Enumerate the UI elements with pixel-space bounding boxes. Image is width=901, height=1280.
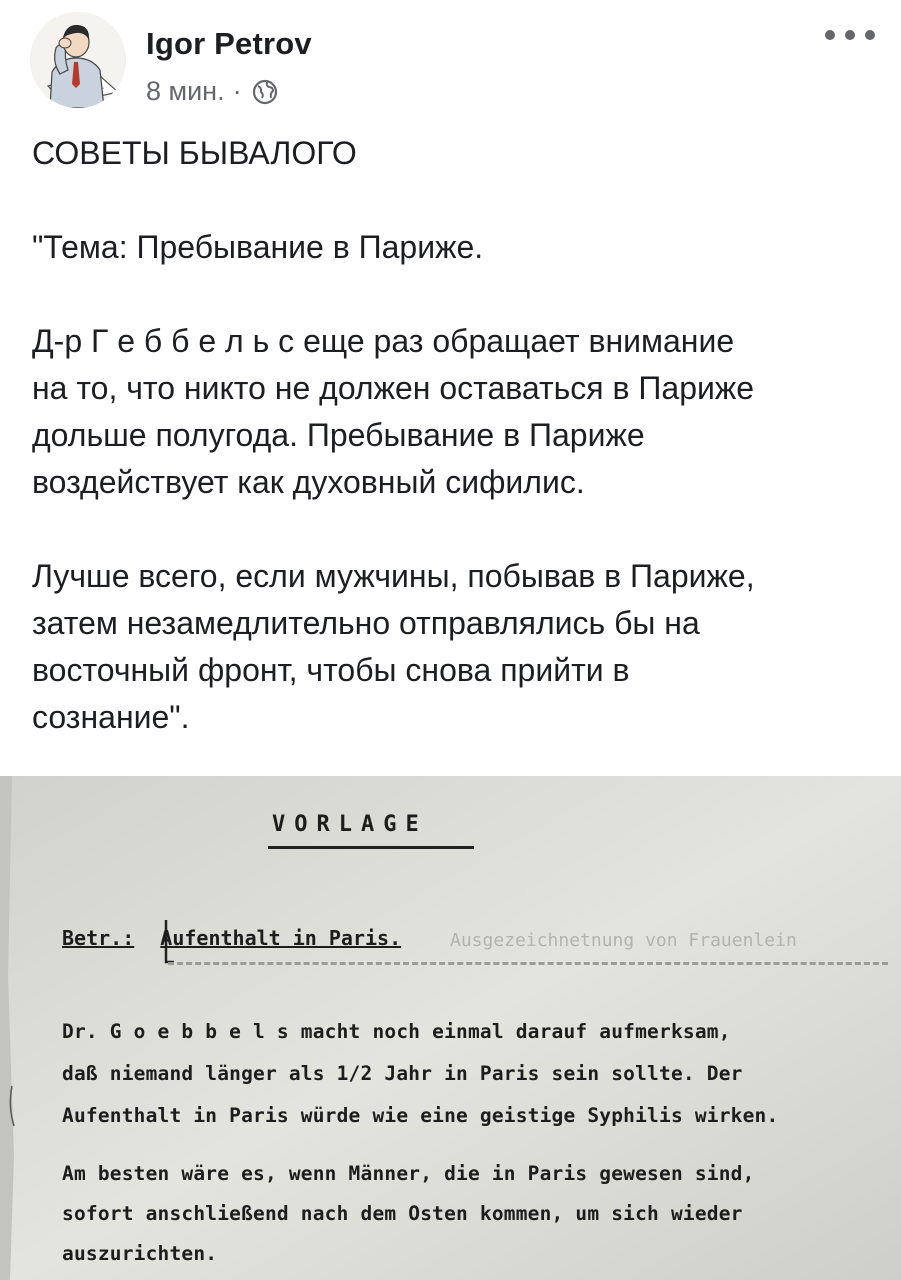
paragraph-gap	[32, 271, 882, 318]
globe-icon[interactable]	[252, 79, 278, 105]
paragraph-gap	[32, 177, 882, 224]
document-line: daß niemand länger als 1/2 Jahr in Paris sein sollte. Der	[62, 1062, 743, 1085]
dot	[825, 30, 835, 40]
avatar[interactable]	[30, 12, 126, 108]
document-line: Am besten wäre es, wenn Männer, die in Paris gewesen sind,	[62, 1162, 755, 1185]
post-line: сознание".	[32, 699, 190, 735]
paragraph-gap	[32, 506, 882, 553]
document-scan-image[interactable]	[0, 776, 901, 1280]
post-header	[0, 0, 901, 120]
post-line: восточный фронт, чтобы снова прийти в	[32, 652, 630, 688]
document-line: sofort anschließend nach dem Osten kommen, um sich wieder	[62, 1202, 743, 1225]
faint-bleed-through: Ausgezeichnetnung von Frauenlein	[450, 930, 797, 951]
meta-separator: ·	[232, 76, 242, 106]
document-title: VORLAGE	[272, 812, 428, 837]
post-line: Лучше всего, если мужчины, побывав в Париже,	[32, 558, 755, 594]
post-heading: СОВЕТЫ БЫВАЛОГО	[32, 135, 357, 171]
document-subject	[62, 926, 401, 950]
document-line: Aufenthalt in Paris würde wie eine geistige Syphilis wirken.	[62, 1104, 779, 1127]
post-line: Д-р Г е б б е л ь с еще раз обращает внимание	[32, 323, 735, 359]
more-dots-icon[interactable]	[825, 20, 875, 50]
post-line: на то, что никто не должен оставаться в Париже	[32, 370, 755, 406]
dot	[865, 30, 875, 40]
dot	[845, 30, 855, 40]
post-line: дольше полугода. Пребывание в Париже	[32, 417, 645, 453]
dashed-separator	[168, 962, 888, 965]
author-name[interactable]: Igor Petrov	[146, 26, 312, 61]
post-meta	[146, 76, 278, 107]
post-line: затем незамедлительно отправлялись бы на	[32, 605, 700, 641]
post-line: "Тема: Пребывание в Париже.	[32, 229, 484, 265]
subject-text: Aufenthalt in Paris.	[160, 926, 402, 950]
document-line: Dr. G o e b b e l s macht noch einmal darauf aufmerksam,	[62, 1020, 731, 1043]
avatar-illustration-icon	[30, 12, 126, 108]
post-line: воздействует как духовный сифилис.	[32, 464, 585, 500]
post-body	[32, 130, 882, 741]
post-time[interactable]: 8 мин.	[146, 76, 225, 106]
title-underline	[268, 846, 474, 849]
subject-label: Betr.:	[62, 926, 135, 950]
document-line: auszurichten.	[62, 1242, 218, 1265]
